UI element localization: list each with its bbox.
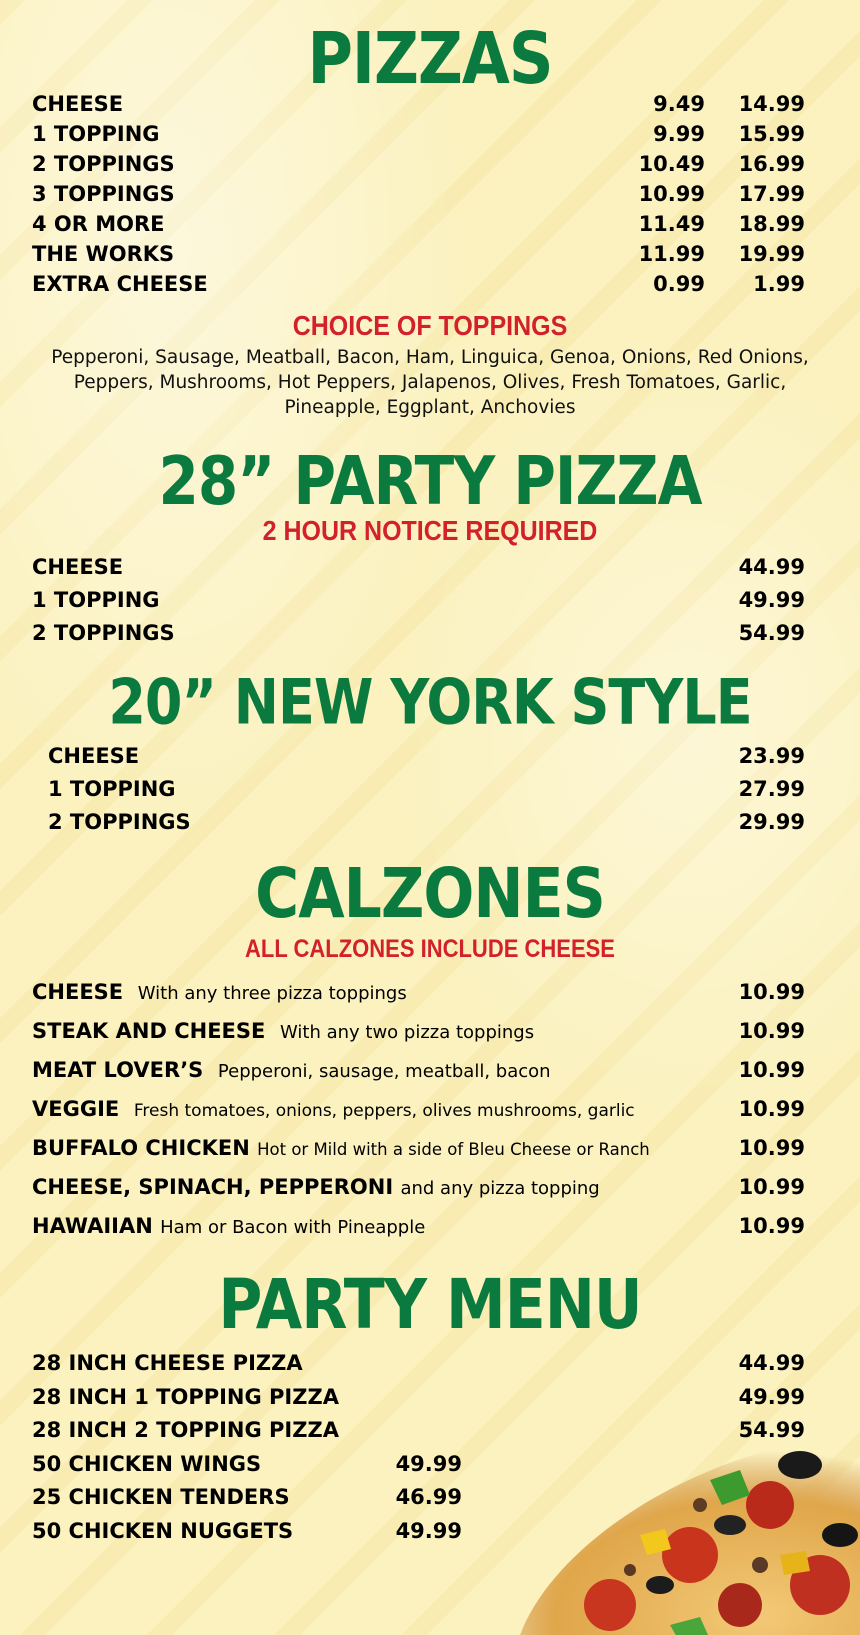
menu-row	[32, 179, 805, 209]
item-name: 1 TOPPING	[48, 777, 176, 801]
party-pizza-notice: 2 HOUR NOTICE REQUIRED	[262, 515, 598, 547]
menu-row	[32, 618, 805, 648]
item-price: 49.99	[738, 588, 805, 612]
item-name: CHEESE, SPINACH, PEPPERONI and any pizza topping	[32, 1175, 600, 1199]
item-name: CHEESE	[32, 92, 124, 116]
item-name: HAWAIIAN Ham or Bacon with Pineapple	[32, 1214, 426, 1238]
item-price: 10.99	[738, 980, 805, 1004]
price-small: 10.99	[638, 182, 705, 206]
item-description: With any two pizza toppings	[279, 1022, 535, 1043]
item-name: CHEESE	[48, 744, 140, 768]
item-price: 10.99	[738, 1019, 805, 1043]
item-price: 23.99	[738, 744, 805, 768]
item-price: 10.99	[738, 1058, 805, 1082]
menu-row	[32, 1516, 805, 1546]
menu-row	[32, 1415, 805, 1445]
menu-row	[32, 1016, 805, 1046]
item-price: 10.99	[738, 1175, 805, 1199]
item-price: 54.99	[738, 621, 805, 645]
menu-row	[32, 269, 805, 299]
item-price: 27.99	[738, 777, 805, 801]
item-name: 1 TOPPING	[32, 122, 160, 146]
price-small: 9.49	[653, 92, 705, 116]
item-name: 1 TOPPING	[32, 588, 160, 612]
item-name: MEAT LOVER’S Pepperoni, sausage, meatball, bacon	[32, 1058, 551, 1082]
menu-row	[32, 977, 805, 1007]
item-description: Fresh tomatoes, onions, peppers, olives mushrooms, garlic	[133, 1101, 635, 1121]
item-description: Ham or Bacon with Pineapple	[160, 1217, 426, 1238]
menu-row	[32, 552, 805, 582]
calzones-heading: CALZONES	[255, 853, 605, 935]
item-name: 3 TOPPINGS	[32, 182, 175, 206]
price-small: 10.49	[638, 152, 705, 176]
item-price: 49.99	[395, 1519, 462, 1543]
item-price: 44.99	[738, 1351, 805, 1375]
price-large: 1.99	[753, 272, 805, 296]
party-pizza-heading: 28” PARTY PIZZA	[158, 441, 702, 521]
menu-row	[32, 1094, 805, 1124]
menu-row	[32, 89, 805, 119]
menu-row	[48, 741, 805, 771]
price-large: 15.99	[738, 122, 805, 146]
item-price: 29.99	[738, 810, 805, 834]
price-large: 14.99	[738, 92, 805, 116]
item-name: 28 INCH 1 TOPPING PIZZA	[32, 1385, 339, 1409]
item-price: 49.99	[738, 1385, 805, 1409]
menu-row	[32, 1211, 805, 1241]
item-name: EXTRA CHEESE	[32, 272, 208, 296]
item-name: 4 OR MORE	[32, 212, 165, 236]
price-small: 11.99	[638, 242, 705, 266]
item-name: STEAK AND CHEESE With any two pizza toppings	[32, 1019, 535, 1043]
item-description: Hot or Mild with a side of Bleu Cheese or Ranch	[257, 1140, 650, 1159]
item-name: 28 INCH 2 TOPPING PIZZA	[32, 1418, 339, 1442]
menu-row	[32, 1055, 805, 1085]
item-name: 2 TOPPINGS	[32, 621, 175, 645]
item-price: 49.99	[395, 1452, 462, 1476]
item-name: 50 CHICKEN WINGS	[32, 1452, 262, 1476]
menu-row	[32, 1133, 805, 1163]
price-small: 0.99	[653, 272, 705, 296]
item-price: 10.99	[738, 1214, 805, 1238]
price-large: 16.99	[738, 152, 805, 176]
menu-row	[32, 1172, 805, 1202]
menu-row	[48, 807, 805, 837]
price-large: 18.99	[738, 212, 805, 236]
menu-row	[32, 1382, 805, 1412]
item-name: 2 TOPPINGS	[48, 810, 191, 834]
item-price: 44.99	[738, 555, 805, 579]
menu-row	[32, 1348, 805, 1378]
toppings-line: Peppers, Mushrooms, Hot Peppers, Jalapenos, Olives, Fresh Tomatoes, Garlic,	[73, 372, 787, 393]
new-york-heading: 20” NEW YORK STYLE	[108, 666, 752, 739]
toppings-line: Pineapple, Eggplant, Anchovies	[284, 397, 576, 418]
item-price: 10.99	[738, 1097, 805, 1121]
menu-row	[48, 774, 805, 804]
item-description: and any pizza topping	[400, 1178, 600, 1199]
item-name: THE WORKS	[32, 242, 175, 266]
pizzas-heading: PIZZAS	[307, 16, 553, 101]
menu-row	[32, 1482, 805, 1512]
item-name: 2 TOPPINGS	[32, 152, 175, 176]
item-price: 46.99	[395, 1485, 462, 1509]
item-description: Pepperoni, sausage, meatball, bacon	[217, 1061, 551, 1082]
menu-row	[32, 239, 805, 269]
menu-row	[32, 1449, 805, 1479]
price-small: 11.49	[638, 212, 705, 236]
calzones-notice: ALL CALZONES INCLUDE CHEESE	[245, 934, 615, 963]
item-price: 54.99	[738, 1418, 805, 1442]
item-name: 50 CHICKEN NUGGETS	[32, 1519, 294, 1543]
item-name: VEGGIE Fresh tomatoes, onions, peppers, olives mushrooms, garlic	[32, 1097, 635, 1121]
item-description: With any three pizza toppings	[137, 983, 407, 1004]
item-name: CHEESE	[32, 555, 124, 579]
party-menu-heading: PARTY MENU	[218, 1264, 642, 1346]
menu-row	[32, 119, 805, 149]
menu-row	[32, 149, 805, 179]
toppings-heading: CHOICE OF TOPPINGS	[292, 310, 568, 342]
item-name: 25 CHICKEN TENDERS	[32, 1485, 290, 1509]
item-name: 28 INCH CHEESE PIZZA	[32, 1351, 303, 1375]
price-small: 9.99	[653, 122, 705, 146]
item-name: CHEESE With any three pizza toppings	[32, 980, 407, 1004]
toppings-line: Pepperoni, Sausage, Meatball, Bacon, Ham, Linguica, Genoa, Onions, Red Onions,	[51, 347, 809, 368]
item-price: 10.99	[738, 1136, 805, 1160]
item-name: BUFFALO CHICKEN Hot or Mild with a side of Bleu Cheese or Ranch	[32, 1136, 650, 1160]
menu-row	[32, 209, 805, 239]
menu-row	[32, 585, 805, 615]
price-large: 17.99	[738, 182, 805, 206]
price-large: 19.99	[738, 242, 805, 266]
